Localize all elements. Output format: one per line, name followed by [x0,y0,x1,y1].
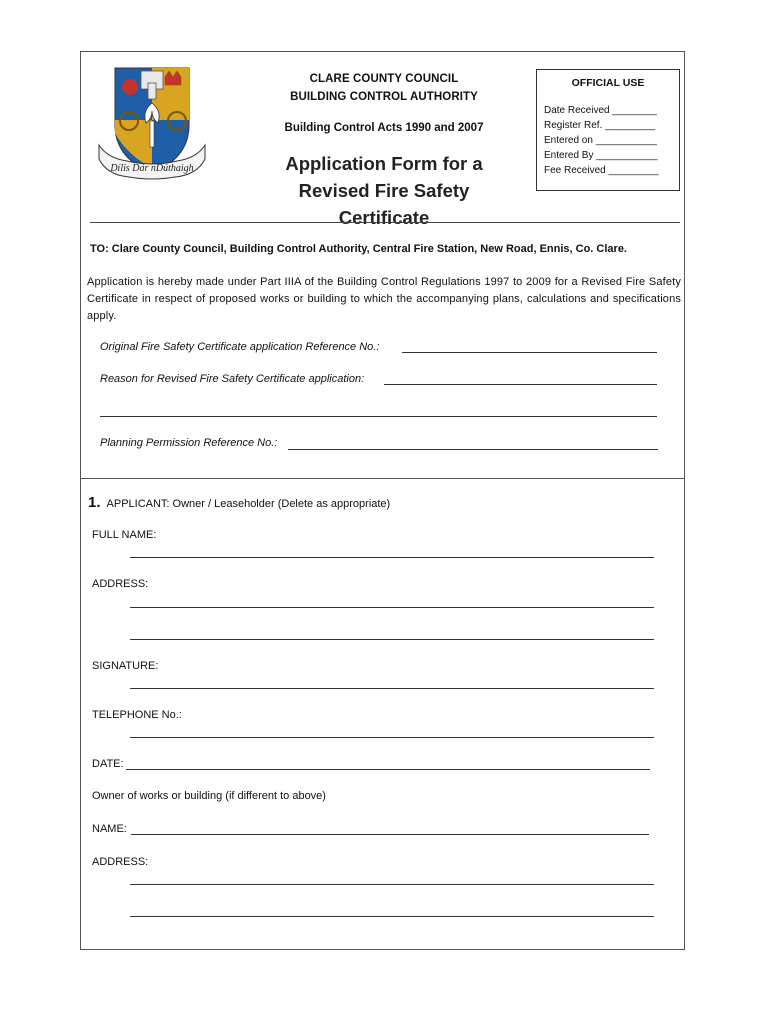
owner-name-label: NAME: [92,823,127,835]
signature-input[interactable] [130,688,654,689]
telephone-label: TELEPHONE No.: [92,709,182,721]
planning-ref-label: Planning Permission Reference No.: [100,437,278,449]
form-title-line2: Revised Fire Safety Certificate [298,180,470,228]
section-1-title: APPLICANT: Owner / Leaseholder (Delete as appropriate) [106,498,391,510]
intro-paragraph: Application is hereby made under Part IIIA of the Building Control Regulations 1997 to 2009 for a Revised Fire Safety Certificate in respect of proposed works or building to which the accompanying plans, calculations and specifications apply. [87,276,681,322]
reason-input-line2[interactable] [100,416,657,417]
owner-address-label: ADDRESS: [92,856,149,868]
date-label: DATE: [92,758,124,770]
address-input-line2[interactable] [130,639,654,640]
original-ref-input[interactable] [402,352,657,353]
acts-reference: Building Control Acts 1990 and 2007 [284,122,484,134]
form-header [255,70,513,231]
official-entered-on: Entered on ___________ [544,135,657,146]
section-divider [80,478,685,479]
date-input[interactable] [126,769,650,770]
reason-label: Reason for Revised Fire Safety Certificate application: [100,373,365,385]
original-ref-label: Original Fire Safety Certificate application Reference No.: [100,341,380,353]
official-use-box [536,69,680,191]
official-entered-by: Entered By ___________ [544,150,658,161]
org-authority: BUILDING CONTROL AUTHORITY [290,91,478,103]
owner-address-input-line2[interactable] [130,916,654,917]
full-name-label: FULL NAME: [92,529,157,541]
official-date-received: Date Received ________ [544,105,657,116]
org-name: CLARE COUNTY COUNCIL [309,73,459,85]
form-title [255,150,513,231]
full-name-input[interactable] [130,557,654,558]
form-title-line1: Application Form for a [285,153,483,174]
official-fee-received: Fee Received _________ [544,165,659,176]
signature-label: SIGNATURE: [92,660,159,672]
county-crest-logo [97,63,207,188]
official-use-title: OFFICIAL USE [571,77,645,89]
address-input-line1[interactable] [130,607,654,608]
owner-note: Owner of works or building (if different to above) [92,790,326,802]
planning-ref-input[interactable] [288,449,658,450]
official-use-list [544,103,679,178]
official-register-ref: Register Ref. _________ [544,120,656,131]
addressee-line: TO: Clare County Council, Building Control Authority, Central Fire Station, New Road, Ennis, Co. Clare. [90,243,627,255]
section-1-heading [88,494,390,511]
owner-address-input-line1[interactable] [130,884,654,885]
telephone-input[interactable] [130,737,654,738]
address-label: ADDRESS: [92,578,149,590]
crest-motto: Dílis Dár nDúthaigh [110,163,194,174]
header-rule [90,222,680,223]
section-number: 1. [88,494,101,511]
owner-name-input[interactable] [131,834,649,835]
reason-input[interactable] [384,384,657,385]
